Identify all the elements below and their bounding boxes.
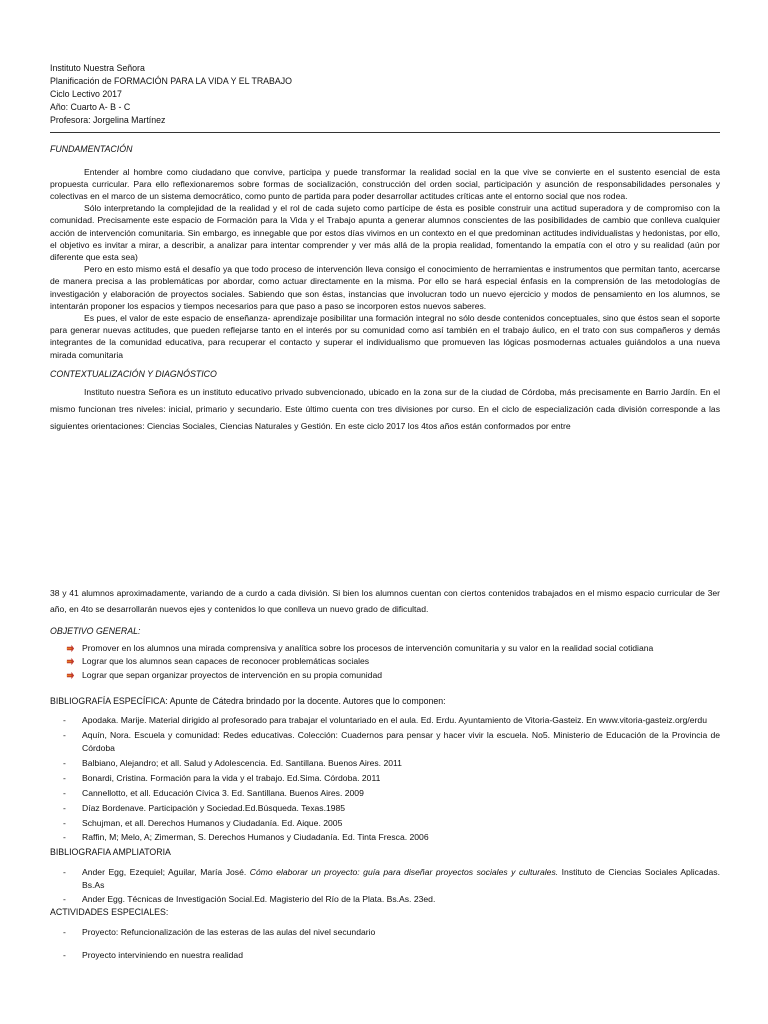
fundamentacion-paragraph-1: Entender al hombre como ciudadano que convive, participa y puede transformar la realidad social en la que vive se convierte en el sustento esencial de esta propuesta curricular. Para ello reflexionaremos sobre formas de socialización, construcción del orden social, participación y asunción de responsabilidades personales y colectivas en el marco de un sistema democrático, como punto de partida para poder desarrollar actitudes críticas ante el entorno social que nos rodea.	[50, 166, 720, 201]
school-cycle: Ciclo Lectivo 2017	[50, 89, 122, 100]
course-year: Año: Cuarto A- B - C	[50, 102, 131, 113]
document-page	[50, 62, 720, 963]
list-item: - Raffin, M; Melo, A; Zimerman, S. Derechos Humanos y Ciudadanía. Ed. Tinta Fresca. 2006	[50, 831, 720, 844]
list-item	[50, 655, 720, 669]
objective-list	[50, 642, 720, 683]
list-item: - Aquín, Nora. Escuela y comunidad: Redes educativas. Colección: Cuadernos para pensar y hacer vivir la escuela. No5. Ministerio de Educación de la Provincia de Córdoba	[50, 729, 720, 755]
biblio-author: Ander Egg, Ezequiel; Aguilar, María José.	[82, 866, 250, 877]
list-item: - Proyecto interviniendo en nuestra realidad	[50, 949, 720, 962]
list-item: - Balbiano, Alejandro; et all. Salud y Adolescencia. Ed. Santillana. Buenos Aires. 2011	[50, 757, 720, 770]
biblio-book-title: Cómo elaborar un proyecto: guía para diseñar proyectos sociales y culturales.	[249, 866, 559, 877]
list-item: - Apodaka. Marije. Material dirigido al profesorado para trabajar el voluntariado en el aula. Ed. Erdu. Ayuntamiento de Vitoria-Gasteiz. En www.vitoria-gasteiz.org/erdu	[50, 714, 720, 727]
section-title-objetivo: OBJETIVO GENERAL:	[50, 626, 141, 637]
fundamentacion-paragraph-3: Pero en esto mismo está el desafío ya que todo proceso de intervención lleva consigo el conocimiento de herramientas e instrumentos que permitan tanto, acercarse de manera precisa a las problemáticas por abordar, como actuar directamente en la misma. Por ello se hará especial énfasis en la comprensión de las metodologías de investigación y elaboración de proyectos sociales. Sabiendo que son éstas, instancias que involucran todo un nuevo ejercicio y modos de pensamiento en los alumnos, se intentarán proponer los espacios y tiempos necesarios para que paso a paso se incorporen estos nuevos saberes.	[50, 264, 720, 311]
biblio-publisher: Instituto de Ciencias Sociales Aplicadas. Bs.As	[82, 866, 720, 890]
list-item	[50, 669, 720, 683]
list-item: - Schujman, et all. Derechos Humanos y Ciudadanía. Ed. Aique. 2005	[50, 817, 720, 830]
contexto-paragraph-1: Instituto nuestra Señora es un instituto educativo privado subvencionado, ubicado en la zona sur de la ciudad de Córdoba, más precisamente en Barrio Jardín. En el mismo funcionan tres niveles: inicial, primario y secundario. Este último cuenta con tres divisiones por curso. En el ciclo de especialización cada división corresponde a las siguientes orientaciones: Ciencias Sociales, Ciencias Naturales y Gestión. En este ciclo 2017 los 4tos años están conformados por entre	[50, 387, 720, 431]
list-item: - Proyecto: Refuncionalización de las esteras de las aulas del nivel secundario	[50, 926, 720, 939]
pointing-hand-icon	[66, 671, 75, 680]
list-item: - Ander Egg. Técnicas de Investigación Social.Ed. Magisterio del Río de la Plata. Bs.As. 23ed.	[50, 893, 720, 906]
pointing-hand-icon	[66, 657, 75, 666]
pointing-hand-icon	[66, 644, 75, 653]
objective-text: Promover en los alumnos una mirada comprensiva y analítica sobre los procesos de intervención comunitaria y su valor en la realidad social cotidiana	[82, 642, 654, 653]
section-title-bibliografia-ampliatoria: BIBLIOGRAFIA AMPLIATORIA	[50, 847, 171, 858]
bibliography-list	[50, 714, 720, 844]
activities-list	[50, 926, 720, 962]
section-title-fundamentacion: FUNDAMENTACIÓN	[50, 144, 133, 155]
planning-title: Planificación de FORMACIÓN PARA LA VIDA Y EL TRABAJO	[50, 76, 293, 87]
list-item	[50, 642, 720, 656]
list-item: - Bonardi, Cristina. Formación para la vida y el trabajo. Ed.Sima. Córdoba. 2011	[50, 772, 720, 785]
institution-name: Instituto Nuestra Señora	[50, 63, 145, 73]
list-item: - Cannellotto, et all. Educación Cívica 3. Ed. Santillana. Buenos Aires. 2009	[50, 787, 720, 800]
header-divider	[50, 132, 720, 133]
fundamentacion-paragraph-4: Es pues, el valor de este espacio de enseñanza- aprendizaje posibilitar una formación integral no sólo desde contenidos conceptuales, sino que éstos sean el soporte para generar nuevas actitudes, que pueden reflejarse tanto en el interés por su comunidad como así también en el trabajo áulico, en el trato con sus compañeros y demás integrantes de la comunidad educativa, para recuperar el contacto y superar el individualismo que promueven las lógicas posmodernas actuales guiándolos a una nueva mirada comunitaria	[50, 313, 720, 360]
section-title-actividades: ACTIVIDADES ESPECIALES:	[50, 907, 169, 918]
section-title-contexto: CONTEXTUALIZACIÓN Y DIAGNÓSTICO	[50, 368, 217, 379]
objective-text: Lograr que los alumnos sean capaces de reconocer problemáticas sociales	[82, 656, 370, 667]
list-item: - Díaz Bordenave. Participación y Sociedad.Ed.Búsqueda. Texas.1985	[50, 802, 720, 815]
document-header	[50, 62, 720, 127]
contexto-paragraph-2: 38 y 41 alumnos aproximadamente, variando de a curdo a cada división. Si bien los alumnos cuentan con ciertos contenidos trabajados en el mismo espacio curricular de 3er año, en 4to se desarrollarán nuevos ejes y contenidos lo que conlleva un nuevo grado de dificultad.	[50, 587, 720, 615]
page-break-gap	[50, 435, 720, 585]
extended-bibliography-list	[50, 866, 720, 906]
section-title-bibliografia-especifica: BIBLIOGRAFÍA ESPECÍFICA: Apunte de Cátedra brindado por la docente. Autores que lo componen:	[50, 695, 446, 706]
teacher-name: Profesora: Jorgelina Martínez	[50, 115, 166, 126]
list-item	[50, 866, 720, 892]
objective-text: Lograr que sepan organizar proyectos de intervención en su propia comunidad	[82, 670, 383, 681]
fundamentacion-paragraph-2: Sólo interpretando la complejidad de la realidad y el rol de cada sujeto como partícipe de ésta es posible construir una actitud superadora y de compromiso con la comunidad. Precisamente este espacio de Formación para la Vida y el Trabajo apunta a generar alumnos conscientes de las posibilidades de cambio que conlleva cualquier acción de intervención comunitaria. Sin embargo, es innegable que por estos días vivimos en un contexto en el que predominan actitudes individualistas y hedonistas, por ello, el objetivo es invitar a mirar, a describir, a analizar para intentar comprender y ver más allá de la propia realidad, fomentando la empatía con el otro y su realidad (aún por diferente que esta sea)	[50, 203, 720, 262]
